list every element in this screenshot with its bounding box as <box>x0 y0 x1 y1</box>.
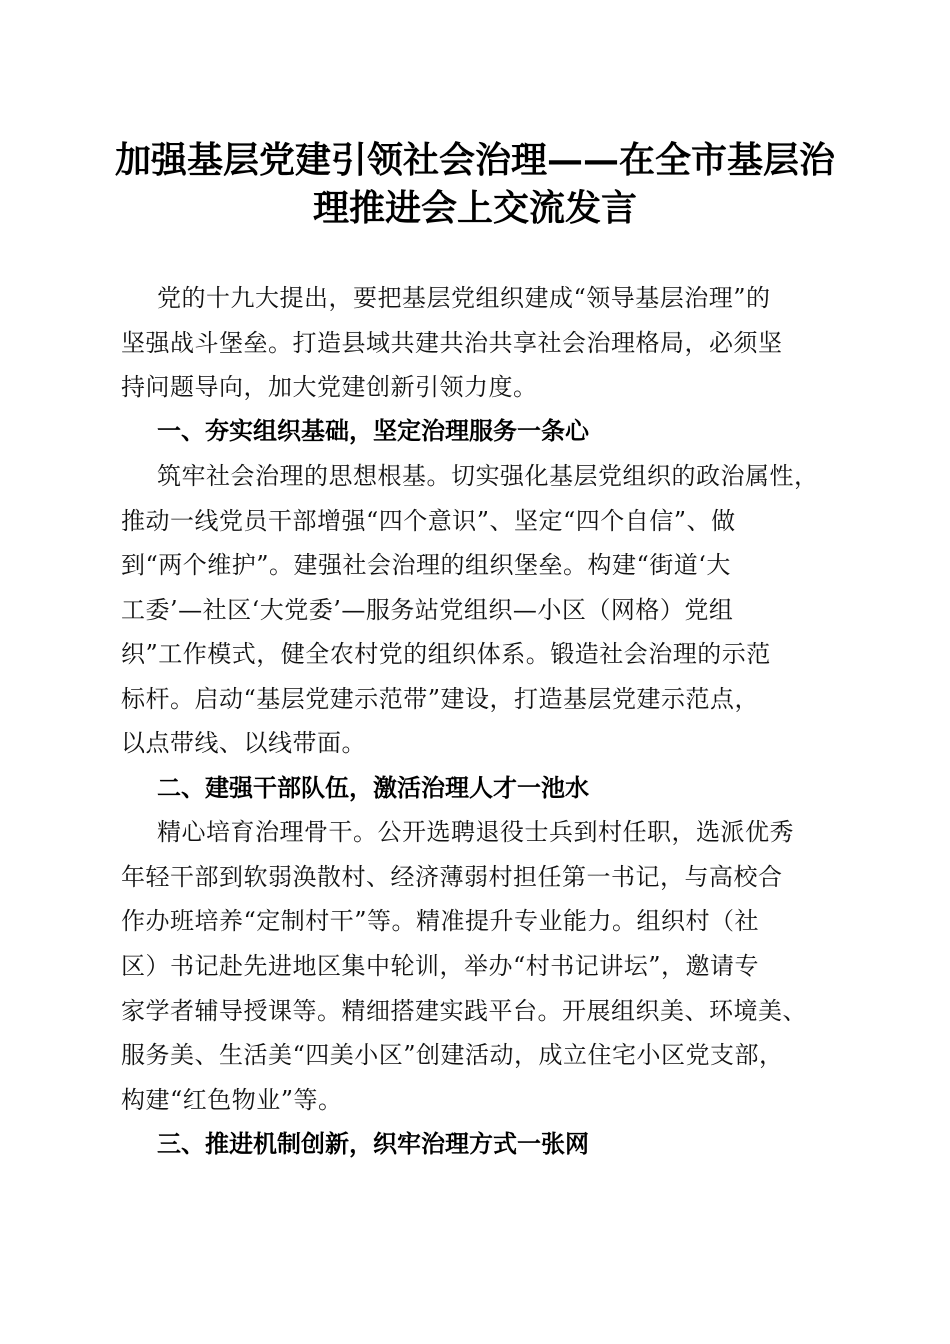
paragraph-line: 区）书记赴先进地区集中轮训，举办“村书记讲坛”，邀请专 <box>121 952 760 980</box>
section-heading-3: 三、推进机制创新，织牢治理方式一张网 <box>157 1130 589 1158</box>
document-title-line-2: 理推进会上交流发言 <box>312 187 637 229</box>
paragraph-line: 推动一线党员干部增强“四个意识”、坚定“四个自信”、做 <box>121 507 736 535</box>
paragraph-line: 到“两个维护”。建强社会治理的组织堡垒。构建“街道‘大 <box>121 551 731 579</box>
paragraph-line: 服务美、生活美“四美小区”创建活动，成立住宅小区党支部， <box>121 1041 784 1069</box>
paragraph-line: 标杆。启动“基层党建示范带”建设，打造基层党建示范点， <box>121 685 760 713</box>
paragraph-line: 工委’—社区‘大党委’—服务站党组织—小区（网格）党组 <box>121 596 734 624</box>
paragraph-line: 构建“红色物业”等。 <box>121 1086 343 1114</box>
section-heading-1: 一、夯实组织基础，坚定治理服务一条心 <box>157 417 589 445</box>
paragraph-line: 年轻干部到软弱涣散村、经济薄弱村担任第一书记，与高校合 <box>121 863 783 891</box>
paragraph-line: 党的十九大提出，要把基层党组织建成“领导基层治理”的 <box>157 284 771 312</box>
paragraph-line: 精心培育治理骨干。公开选聘退役士兵到村任职，选派优秀 <box>157 818 794 846</box>
paragraph-line: 坚强战斗堡垒。打造县域共建共治共享社会治理格局，必须坚 <box>121 329 783 357</box>
paragraph-line: 筑牢社会治理的思想根基。切实强化基层党组织的政治属性， <box>157 462 819 490</box>
document-title-line-1: 加强基层党建引领社会治理——在全市基层治 <box>114 139 835 181</box>
section-heading-2: 二、建强干部队伍，激活治理人才一池水 <box>157 774 589 802</box>
paragraph-line: 持问题导向，加大党建创新引领力度。 <box>121 373 538 401</box>
paragraph-line: 以点带线、以线带面。 <box>121 729 366 757</box>
paragraph-line: 织”工作模式，健全农村党的组织体系。锻造社会治理的示范 <box>121 640 771 668</box>
paragraph-line: 家学者辅导授课等。精细搭建实践平台。开展组织美、环境美、 <box>121 997 807 1025</box>
paragraph-line: 作办班培养“定制村干”等。精准提升专业能力。组织村（社 <box>121 907 760 935</box>
